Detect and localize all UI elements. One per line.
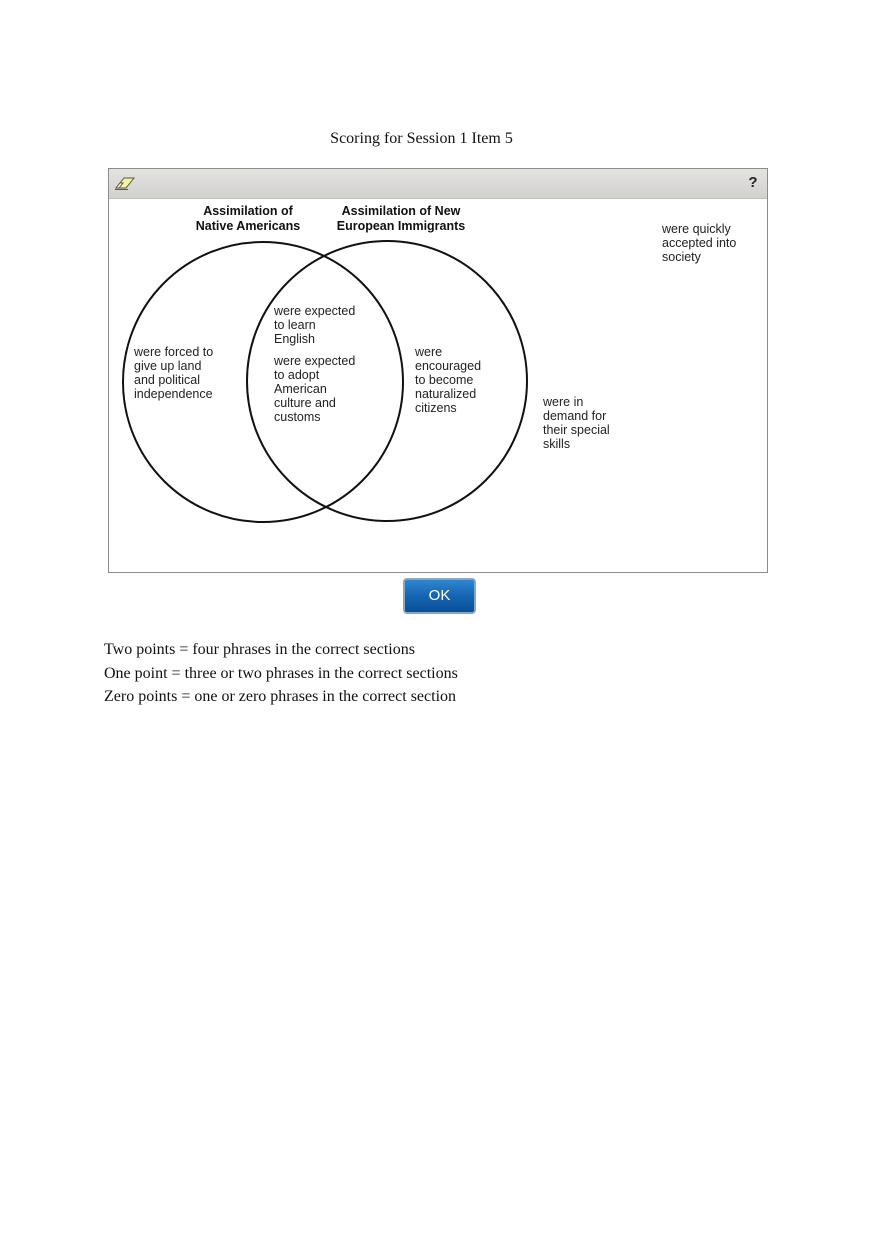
help-icon[interactable]: ? xyxy=(748,174,758,191)
native-americans-heading: Assimilation of Native Americans xyxy=(195,204,301,233)
page-title: Scoring for Session 1 Item 5 xyxy=(330,130,513,147)
scoring-one-point: One point = three or two phrases in the correct sections xyxy=(104,664,458,682)
scoring-rubric xyxy=(104,638,458,709)
scoring-zero-points: Zero points = one or zero phrases in the correct section xyxy=(104,688,457,705)
phrase-outside-demand[interactable]: were in demand for their special skills xyxy=(543,395,610,451)
venn-diagram-item xyxy=(108,168,768,573)
phrase-left-only[interactable]: were forced to give up land and political independence xyxy=(134,345,214,401)
phrase-overlap-learn-english[interactable]: were expected to learn English xyxy=(274,304,356,346)
european-immigrants-heading: Assimilation of New European Immigrants xyxy=(336,204,466,233)
phrase-outside-accepted[interactable]: were quickly accepted into society xyxy=(662,222,737,264)
phrase-right-only[interactable]: were encouraged to become naturalized citizens xyxy=(415,345,482,415)
phrase-overlap-adopt-culture[interactable]: were expected to adopt American culture and customs xyxy=(274,354,356,424)
ok-button[interactable]: OK xyxy=(403,578,476,614)
scoring-two-points: Two points = four phrases in the correct sections xyxy=(104,641,415,658)
